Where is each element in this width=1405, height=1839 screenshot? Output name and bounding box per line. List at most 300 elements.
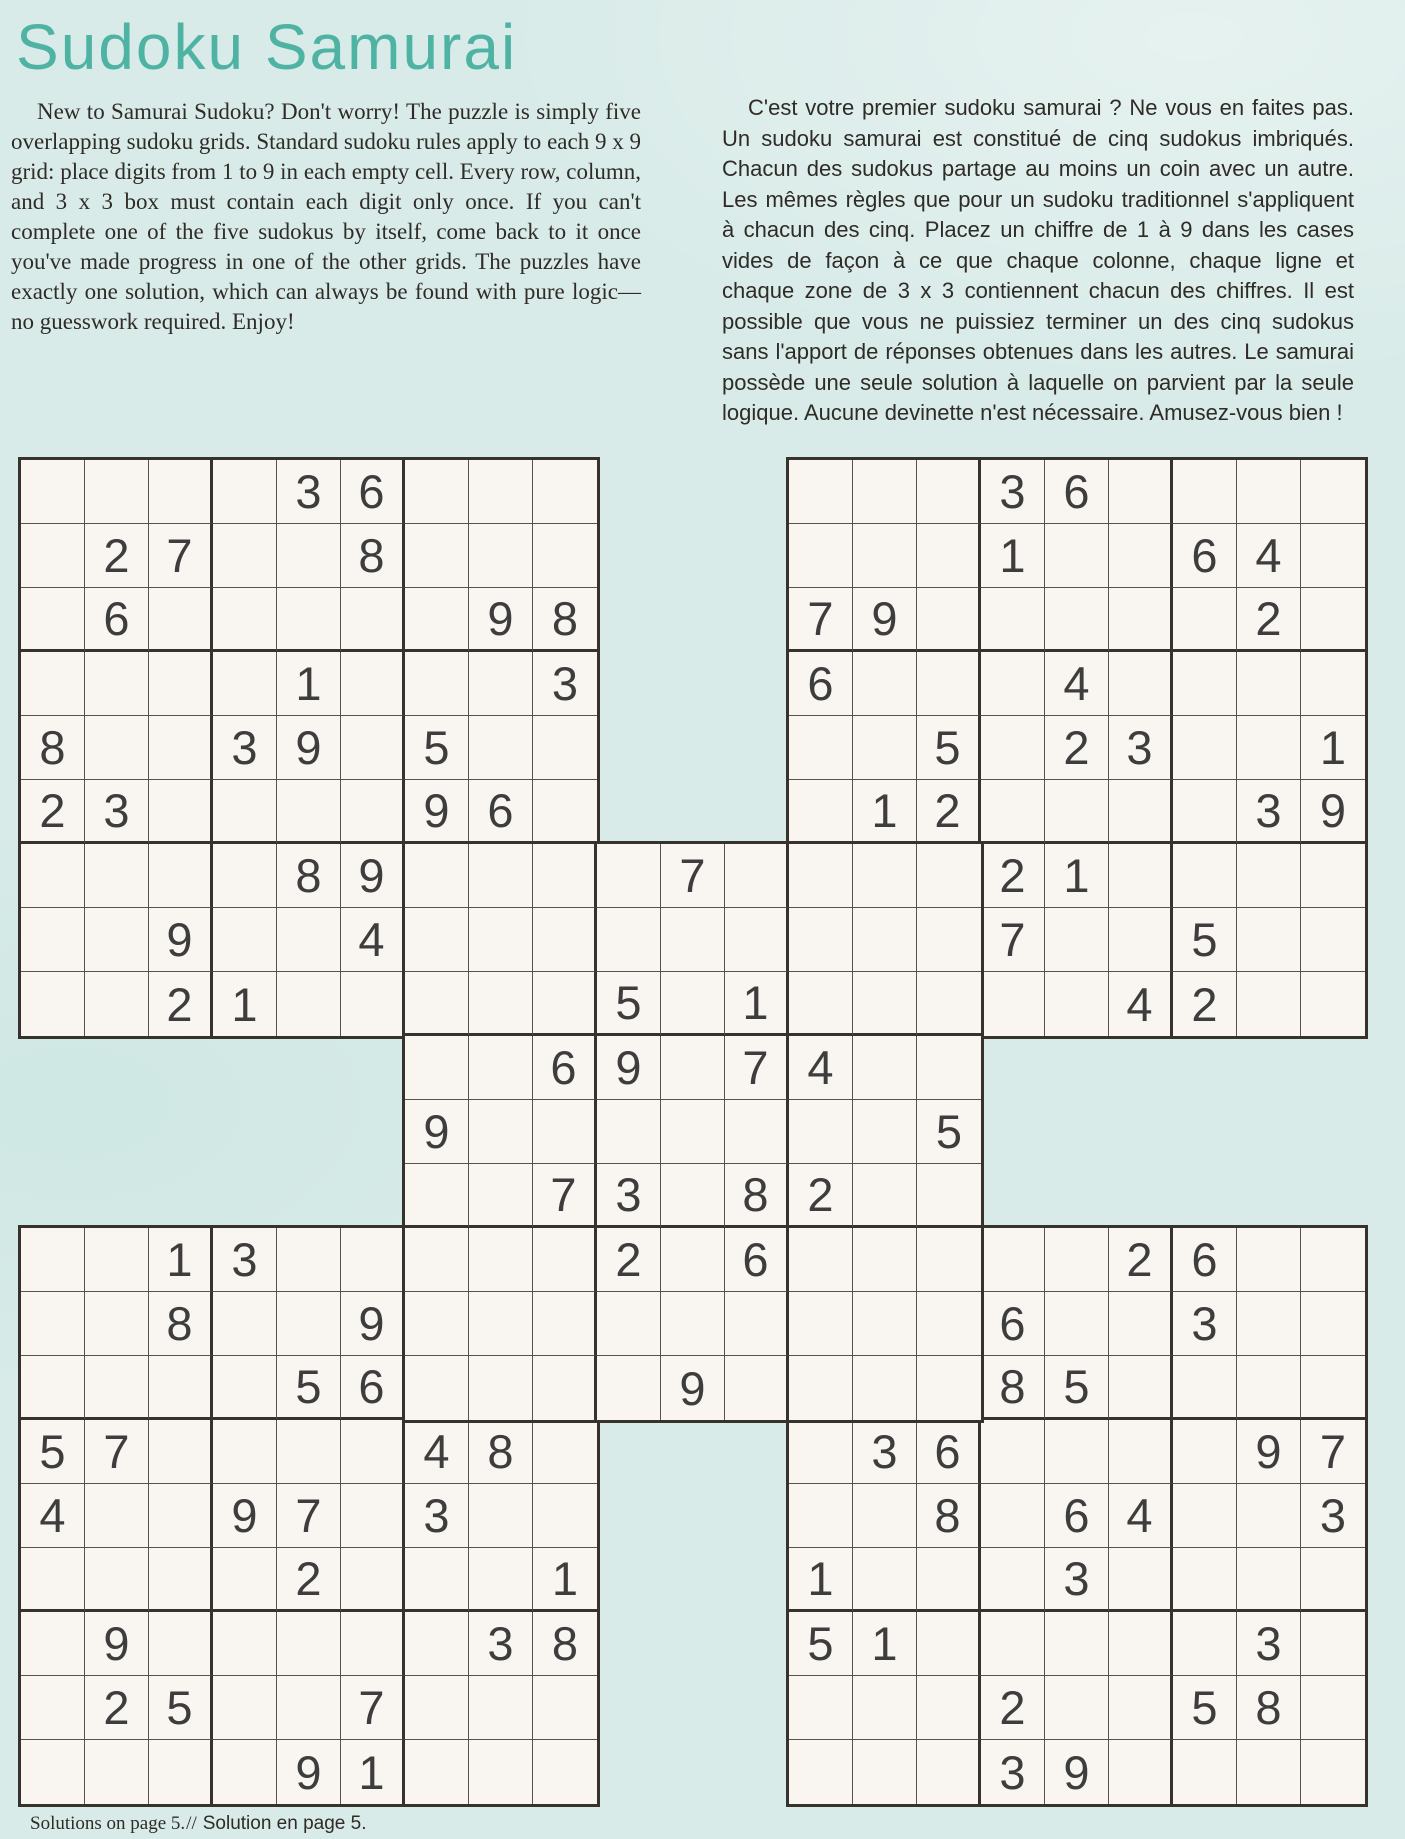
sudoku-cell[interactable]: [981, 588, 1045, 652]
sudoku-cell[interactable]: [1045, 1676, 1109, 1740]
sudoku-cell[interactable]: 5: [1173, 1676, 1237, 1740]
sudoku-cell[interactable]: [21, 844, 85, 908]
sudoku-cell[interactable]: [277, 1676, 341, 1740]
sudoku-cell[interactable]: [277, 972, 341, 1036]
sudoku-cell[interactable]: 3: [405, 1484, 469, 1548]
sudoku-cell[interactable]: [469, 1676, 533, 1740]
sudoku-cell[interactable]: [1173, 1612, 1237, 1676]
sudoku-cell[interactable]: [533, 972, 597, 1036]
sudoku-cell[interactable]: [853, 1548, 917, 1612]
sudoku-cell[interactable]: 5: [789, 1612, 853, 1676]
sudoku-cell[interactable]: [213, 844, 277, 908]
sudoku-cell[interactable]: [341, 588, 405, 652]
sudoku-cell[interactable]: [981, 716, 1045, 780]
sudoku-cell[interactable]: [853, 716, 917, 780]
sudoku-cell[interactable]: [853, 524, 917, 588]
sudoku-cell[interactable]: 7: [533, 1164, 597, 1228]
sudoku-cell[interactable]: [85, 1484, 149, 1548]
sudoku-cell[interactable]: [1237, 716, 1301, 780]
sudoku-cell[interactable]: 8: [725, 1164, 789, 1228]
sudoku-cell[interactable]: [1109, 1356, 1173, 1420]
sudoku-cell[interactable]: [789, 844, 853, 908]
sudoku-cell[interactable]: 5: [277, 1356, 341, 1420]
sudoku-cell[interactable]: [341, 652, 405, 716]
sudoku-cell[interactable]: 3: [213, 1228, 277, 1292]
sudoku-cell[interactable]: 1: [981, 524, 1045, 588]
sudoku-cell[interactable]: 3: [1301, 1484, 1365, 1548]
sudoku-cell[interactable]: [405, 588, 469, 652]
sudoku-cell[interactable]: [1045, 1420, 1109, 1484]
sudoku-cell[interactable]: [533, 460, 597, 524]
sudoku-cell[interactable]: 6: [1045, 460, 1109, 524]
sudoku-cell[interactable]: [85, 1292, 149, 1356]
sudoku-cell[interactable]: 8: [469, 1420, 533, 1484]
sudoku-cell[interactable]: [469, 460, 533, 524]
sudoku-cell[interactable]: [917, 1740, 981, 1804]
sudoku-cell[interactable]: 1: [213, 972, 277, 1036]
sudoku-cell[interactable]: [533, 844, 597, 908]
sudoku-cell[interactable]: [405, 1036, 469, 1100]
sudoku-cell[interactable]: [469, 1036, 533, 1100]
sudoku-cell[interactable]: [1045, 1228, 1109, 1292]
sudoku-cell[interactable]: [21, 1612, 85, 1676]
sudoku-cell[interactable]: [85, 972, 149, 1036]
sudoku-cell[interactable]: [661, 972, 725, 1036]
sudoku-cell[interactable]: [213, 908, 277, 972]
sudoku-cell[interactable]: [277, 780, 341, 844]
sudoku-cell[interactable]: [405, 1228, 469, 1292]
sudoku-cell[interactable]: [85, 1356, 149, 1420]
sudoku-cell[interactable]: [149, 1484, 213, 1548]
sudoku-cell[interactable]: 7: [277, 1484, 341, 1548]
sudoku-cell[interactable]: 9: [277, 1740, 341, 1804]
sudoku-cell[interactable]: [1109, 460, 1173, 524]
sudoku-cell[interactable]: [789, 780, 853, 844]
sudoku-cell[interactable]: [1301, 460, 1365, 524]
sudoku-cell[interactable]: [1109, 844, 1173, 908]
sudoku-cell[interactable]: [1109, 1292, 1173, 1356]
sudoku-cell[interactable]: [149, 1420, 213, 1484]
sudoku-cell[interactable]: 3: [277, 460, 341, 524]
sudoku-cell[interactable]: [469, 1100, 533, 1164]
sudoku-cell[interactable]: [469, 652, 533, 716]
sudoku-cell[interactable]: 1: [149, 1228, 213, 1292]
sudoku-cell[interactable]: [1237, 844, 1301, 908]
sudoku-cell[interactable]: [469, 1356, 533, 1420]
sudoku-cell[interactable]: [469, 524, 533, 588]
sudoku-cell[interactable]: [1109, 780, 1173, 844]
sudoku-cell[interactable]: [1237, 1228, 1301, 1292]
sudoku-cell[interactable]: [213, 460, 277, 524]
sudoku-cell[interactable]: [789, 1356, 853, 1420]
sudoku-cell[interactable]: 9: [661, 1356, 725, 1420]
sudoku-cell[interactable]: [917, 1356, 981, 1420]
sudoku-cell[interactable]: [533, 1356, 597, 1420]
sudoku-cell[interactable]: 3: [85, 780, 149, 844]
sudoku-cell[interactable]: [1237, 1356, 1301, 1420]
sudoku-cell[interactable]: 3: [1045, 1548, 1109, 1612]
sudoku-cell[interactable]: 6: [917, 1420, 981, 1484]
sudoku-cell[interactable]: 7: [1301, 1420, 1365, 1484]
sudoku-cell[interactable]: [85, 460, 149, 524]
sudoku-cell[interactable]: [469, 844, 533, 908]
sudoku-cell[interactable]: [853, 1228, 917, 1292]
sudoku-cell[interactable]: [149, 844, 213, 908]
sudoku-cell[interactable]: [85, 844, 149, 908]
sudoku-cell[interactable]: [213, 1420, 277, 1484]
sudoku-cell[interactable]: [21, 1548, 85, 1612]
sudoku-cell[interactable]: [853, 460, 917, 524]
sudoku-cell[interactable]: 7: [149, 524, 213, 588]
sudoku-cell[interactable]: [917, 588, 981, 652]
sudoku-cell[interactable]: [789, 1740, 853, 1804]
sudoku-cell[interactable]: [405, 460, 469, 524]
sudoku-cell[interactable]: 7: [789, 588, 853, 652]
sudoku-cell[interactable]: 9: [277, 716, 341, 780]
sudoku-cell[interactable]: 7: [981, 908, 1045, 972]
sudoku-cell[interactable]: [1301, 1292, 1365, 1356]
sudoku-cell[interactable]: 8: [341, 524, 405, 588]
sudoku-cell[interactable]: [661, 1228, 725, 1292]
sudoku-cell[interactable]: [981, 1420, 1045, 1484]
sudoku-cell[interactable]: 3: [853, 1420, 917, 1484]
sudoku-cell[interactable]: 3: [1173, 1292, 1237, 1356]
sudoku-cell[interactable]: [917, 972, 981, 1036]
sudoku-cell[interactable]: [149, 1548, 213, 1612]
sudoku-cell[interactable]: 8: [277, 844, 341, 908]
sudoku-cell[interactable]: [533, 1676, 597, 1740]
sudoku-cell[interactable]: [405, 1164, 469, 1228]
sudoku-cell[interactable]: [1173, 1420, 1237, 1484]
sudoku-cell[interactable]: [1301, 844, 1365, 908]
sudoku-cell[interactable]: [1045, 1612, 1109, 1676]
sudoku-cell[interactable]: 8: [917, 1484, 981, 1548]
sudoku-cell[interactable]: [1173, 844, 1237, 908]
sudoku-cell[interactable]: 4: [1109, 1484, 1173, 1548]
sudoku-cell[interactable]: 6: [789, 652, 853, 716]
sudoku-cell[interactable]: [341, 1420, 405, 1484]
sudoku-cell[interactable]: 1: [1301, 716, 1365, 780]
sudoku-cell[interactable]: [341, 1228, 405, 1292]
sudoku-cell[interactable]: [149, 1740, 213, 1804]
sudoku-cell[interactable]: [1237, 908, 1301, 972]
sudoku-cell[interactable]: 6: [341, 1356, 405, 1420]
sudoku-cell[interactable]: [533, 524, 597, 588]
sudoku-cell[interactable]: 9: [341, 1292, 405, 1356]
sudoku-cell[interactable]: 6: [1173, 524, 1237, 588]
sudoku-cell[interactable]: [213, 1548, 277, 1612]
sudoku-cell[interactable]: [981, 972, 1045, 1036]
sudoku-cell[interactable]: [853, 1484, 917, 1548]
sudoku-cell[interactable]: 9: [853, 588, 917, 652]
sudoku-cell[interactable]: [789, 972, 853, 1036]
sudoku-cell[interactable]: [981, 652, 1045, 716]
sudoku-cell[interactable]: [21, 1676, 85, 1740]
sudoku-cell[interactable]: [21, 1228, 85, 1292]
sudoku-cell[interactable]: [1045, 908, 1109, 972]
sudoku-cell[interactable]: [533, 1484, 597, 1548]
sudoku-cell[interactable]: [1173, 460, 1237, 524]
sudoku-cell[interactable]: [405, 524, 469, 588]
sudoku-cell[interactable]: [405, 652, 469, 716]
sudoku-cell[interactable]: [853, 844, 917, 908]
sudoku-cell[interactable]: [1109, 1740, 1173, 1804]
sudoku-cell[interactable]: [469, 972, 533, 1036]
sudoku-cell[interactable]: 9: [149, 908, 213, 972]
sudoku-cell[interactable]: 1: [725, 972, 789, 1036]
sudoku-cell[interactable]: [1173, 780, 1237, 844]
sudoku-cell[interactable]: 1: [853, 1612, 917, 1676]
sudoku-cell[interactable]: [981, 1484, 1045, 1548]
sudoku-cell[interactable]: [85, 1228, 149, 1292]
sudoku-cell[interactable]: [21, 972, 85, 1036]
sudoku-cell[interactable]: [597, 844, 661, 908]
sudoku-cell[interactable]: [597, 908, 661, 972]
sudoku-cell[interactable]: [1045, 1292, 1109, 1356]
sudoku-cell[interactable]: 6: [341, 460, 405, 524]
sudoku-cell[interactable]: 9: [213, 1484, 277, 1548]
sudoku-cell[interactable]: 2: [149, 972, 213, 1036]
sudoku-cell[interactable]: [469, 1228, 533, 1292]
sudoku-cell[interactable]: [789, 1484, 853, 1548]
sudoku-cell[interactable]: [597, 1356, 661, 1420]
sudoku-cell[interactable]: 9: [1237, 1420, 1301, 1484]
sudoku-cell[interactable]: [277, 1228, 341, 1292]
sudoku-cell[interactable]: [341, 716, 405, 780]
sudoku-cell[interactable]: 9: [597, 1036, 661, 1100]
sudoku-cell[interactable]: 8: [533, 1612, 597, 1676]
sudoku-cell[interactable]: [149, 1612, 213, 1676]
sudoku-cell[interactable]: 6: [725, 1228, 789, 1292]
sudoku-cell[interactable]: [469, 1740, 533, 1804]
sudoku-cell[interactable]: [85, 1740, 149, 1804]
sudoku-cell[interactable]: 2: [981, 844, 1045, 908]
sudoku-cell[interactable]: [1301, 1548, 1365, 1612]
sudoku-cell[interactable]: [213, 1740, 277, 1804]
sudoku-cell[interactable]: [597, 1100, 661, 1164]
sudoku-cell[interactable]: [405, 972, 469, 1036]
sudoku-cell[interactable]: [21, 1356, 85, 1420]
sudoku-cell[interactable]: [341, 1548, 405, 1612]
sudoku-cell[interactable]: 3: [533, 652, 597, 716]
sudoku-cell[interactable]: 2: [597, 1228, 661, 1292]
sudoku-cell[interactable]: [1237, 1740, 1301, 1804]
sudoku-cell[interactable]: [213, 1676, 277, 1740]
sudoku-cell[interactable]: 3: [213, 716, 277, 780]
sudoku-cell[interactable]: [725, 908, 789, 972]
sudoku-cell[interactable]: [21, 1740, 85, 1804]
sudoku-cell[interactable]: 9: [469, 588, 533, 652]
sudoku-cell[interactable]: 9: [405, 1100, 469, 1164]
sudoku-cell[interactable]: [981, 780, 1045, 844]
sudoku-cell[interactable]: [341, 780, 405, 844]
sudoku-cell[interactable]: [853, 908, 917, 972]
sudoku-cell[interactable]: [789, 716, 853, 780]
sudoku-cell[interactable]: [533, 1420, 597, 1484]
sudoku-cell[interactable]: 6: [981, 1292, 1045, 1356]
sudoku-cell[interactable]: [1301, 1228, 1365, 1292]
sudoku-cell[interactable]: 6: [1045, 1484, 1109, 1548]
sudoku-cell[interactable]: [917, 1612, 981, 1676]
sudoku-cell[interactable]: [789, 1292, 853, 1356]
sudoku-cell[interactable]: [725, 844, 789, 908]
sudoku-cell[interactable]: [533, 1740, 597, 1804]
sudoku-cell[interactable]: [1237, 652, 1301, 716]
sudoku-cell[interactable]: 1: [789, 1548, 853, 1612]
sudoku-cell[interactable]: [149, 588, 213, 652]
sudoku-cell[interactable]: 8: [533, 588, 597, 652]
sudoku-cell[interactable]: 8: [149, 1292, 213, 1356]
sudoku-cell[interactable]: 1: [341, 1740, 405, 1804]
sudoku-cell[interactable]: [85, 908, 149, 972]
sudoku-cell[interactable]: [661, 908, 725, 972]
sudoku-cell[interactable]: [853, 1740, 917, 1804]
sudoku-cell[interactable]: [1173, 652, 1237, 716]
sudoku-cell[interactable]: [661, 1036, 725, 1100]
sudoku-cell[interactable]: 2: [277, 1548, 341, 1612]
sudoku-cell[interactable]: [917, 1292, 981, 1356]
sudoku-cell[interactable]: 7: [661, 844, 725, 908]
sudoku-cell[interactable]: [1237, 972, 1301, 1036]
sudoku-cell[interactable]: 9: [341, 844, 405, 908]
sudoku-cell[interactable]: 5: [405, 716, 469, 780]
sudoku-cell[interactable]: [917, 1676, 981, 1740]
sudoku-cell[interactable]: [1045, 780, 1109, 844]
sudoku-cell[interactable]: [1045, 588, 1109, 652]
sudoku-cell[interactable]: 2: [1173, 972, 1237, 1036]
sudoku-cell[interactable]: [85, 652, 149, 716]
sudoku-cell[interactable]: [21, 652, 85, 716]
sudoku-cell[interactable]: [21, 460, 85, 524]
sudoku-cell[interactable]: [277, 588, 341, 652]
sudoku-cell[interactable]: 7: [85, 1420, 149, 1484]
sudoku-cell[interactable]: [213, 1292, 277, 1356]
sudoku-cell[interactable]: [917, 908, 981, 972]
sudoku-cell[interactable]: 5: [597, 972, 661, 1036]
sudoku-cell[interactable]: [277, 908, 341, 972]
sudoku-cell[interactable]: 1: [853, 780, 917, 844]
sudoku-cell[interactable]: [405, 1612, 469, 1676]
sudoku-cell[interactable]: [85, 1548, 149, 1612]
sudoku-cell[interactable]: [149, 460, 213, 524]
sudoku-cell[interactable]: [405, 1356, 469, 1420]
sudoku-cell[interactable]: [661, 1292, 725, 1356]
sudoku-cell[interactable]: 3: [1237, 780, 1301, 844]
sudoku-cell[interactable]: [469, 1292, 533, 1356]
sudoku-cell[interactable]: [1237, 1292, 1301, 1356]
sudoku-cell[interactable]: [853, 1292, 917, 1356]
sudoku-cell[interactable]: [853, 652, 917, 716]
sudoku-cell[interactable]: [1301, 1740, 1365, 1804]
sudoku-cell[interactable]: [917, 1036, 981, 1100]
sudoku-cell[interactable]: [1301, 908, 1365, 972]
sudoku-cell[interactable]: 7: [725, 1036, 789, 1100]
sudoku-cell[interactable]: [469, 908, 533, 972]
sudoku-cell[interactable]: [1109, 1548, 1173, 1612]
sudoku-cell[interactable]: [1173, 1484, 1237, 1548]
sudoku-cell[interactable]: [277, 1292, 341, 1356]
sudoku-cell[interactable]: [405, 844, 469, 908]
sudoku-cell[interactable]: 4: [1109, 972, 1173, 1036]
sudoku-cell[interactable]: [405, 1676, 469, 1740]
sudoku-cell[interactable]: [853, 1164, 917, 1228]
sudoku-cell[interactable]: 5: [21, 1420, 85, 1484]
sudoku-cell[interactable]: [277, 524, 341, 588]
sudoku-cell[interactable]: [1109, 524, 1173, 588]
sudoku-cell[interactable]: 8: [21, 716, 85, 780]
sudoku-cell[interactable]: [21, 1292, 85, 1356]
sudoku-cell[interactable]: [1301, 524, 1365, 588]
sudoku-cell[interactable]: 5: [1045, 1356, 1109, 1420]
sudoku-cell[interactable]: [341, 1484, 405, 1548]
sudoku-cell[interactable]: [789, 1676, 853, 1740]
sudoku-cell[interactable]: [405, 908, 469, 972]
sudoku-cell[interactable]: 3: [469, 1612, 533, 1676]
sudoku-cell[interactable]: 5: [917, 716, 981, 780]
sudoku-cell[interactable]: [405, 1548, 469, 1612]
sudoku-cell[interactable]: [1301, 588, 1365, 652]
sudoku-cell[interactable]: 3: [1109, 716, 1173, 780]
sudoku-cell[interactable]: [1109, 1612, 1173, 1676]
sudoku-cell[interactable]: [277, 1612, 341, 1676]
sudoku-cell[interactable]: [853, 1100, 917, 1164]
sudoku-cell[interactable]: [1237, 1484, 1301, 1548]
sudoku-cell[interactable]: [533, 1228, 597, 1292]
sudoku-cell[interactable]: 3: [597, 1164, 661, 1228]
sudoku-cell[interactable]: 4: [405, 1420, 469, 1484]
sudoku-cell[interactable]: [789, 1228, 853, 1292]
sudoku-cell[interactable]: [725, 1356, 789, 1420]
sudoku-cell[interactable]: 2: [85, 1676, 149, 1740]
sudoku-cell[interactable]: [21, 588, 85, 652]
sudoku-cell[interactable]: 6: [1173, 1228, 1237, 1292]
sudoku-cell[interactable]: [853, 972, 917, 1036]
sudoku-cell[interactable]: [1045, 524, 1109, 588]
sudoku-cell[interactable]: [917, 460, 981, 524]
sudoku-cell[interactable]: [341, 1612, 405, 1676]
sudoku-cell[interactable]: [149, 716, 213, 780]
sudoku-cell[interactable]: 9: [1045, 1740, 1109, 1804]
sudoku-cell[interactable]: [789, 524, 853, 588]
sudoku-cell[interactable]: [1109, 1420, 1173, 1484]
sudoku-cell[interactable]: [149, 780, 213, 844]
sudoku-cell[interactable]: [1109, 652, 1173, 716]
sudoku-cell[interactable]: [981, 1612, 1045, 1676]
sudoku-cell[interactable]: [469, 1548, 533, 1612]
sudoku-cell[interactable]: [405, 1292, 469, 1356]
sudoku-cell[interactable]: 2: [789, 1164, 853, 1228]
sudoku-cell[interactable]: 3: [1237, 1612, 1301, 1676]
sudoku-cell[interactable]: [21, 524, 85, 588]
sudoku-cell[interactable]: [533, 908, 597, 972]
sudoku-cell[interactable]: [917, 524, 981, 588]
sudoku-cell[interactable]: [1173, 1548, 1237, 1612]
sudoku-cell[interactable]: [1301, 652, 1365, 716]
sudoku-cell[interactable]: [85, 716, 149, 780]
sudoku-cell[interactable]: [1301, 1356, 1365, 1420]
sudoku-cell[interactable]: [213, 1356, 277, 1420]
sudoku-cell[interactable]: [1237, 1548, 1301, 1612]
sudoku-cell[interactable]: [213, 780, 277, 844]
sudoku-cell[interactable]: 3: [981, 460, 1045, 524]
sudoku-cell[interactable]: [661, 1164, 725, 1228]
sudoku-cell[interactable]: [789, 460, 853, 524]
sudoku-cell[interactable]: [1109, 588, 1173, 652]
sudoku-cell[interactable]: [149, 652, 213, 716]
sudoku-cell[interactable]: [1301, 1612, 1365, 1676]
sudoku-cell[interactable]: [1173, 588, 1237, 652]
sudoku-cell[interactable]: [917, 844, 981, 908]
